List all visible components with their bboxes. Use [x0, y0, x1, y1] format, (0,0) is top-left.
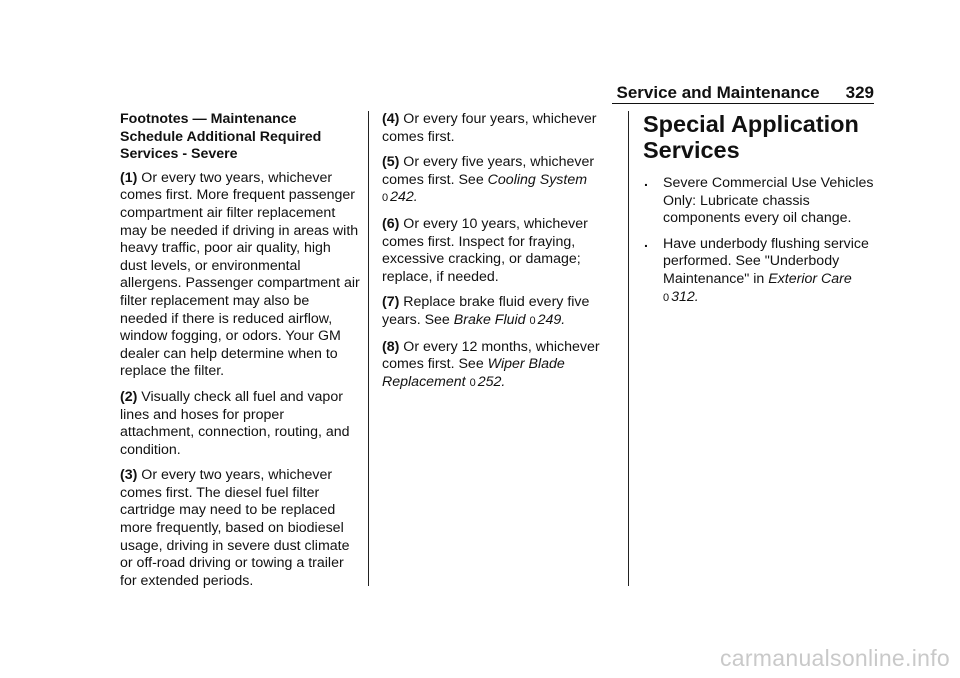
bullet-icon: . [644, 174, 648, 190]
footnote-text: Or every two years, whichever comes first. More frequent passenger compartment air filter replacement may be needed if driving in areas with heavy traffic, poor air quality, high dust levels, or environmental allergens. Passenger compartment air filter replacement may also be needed if there is reduced airflow, window fogging, or odors. Your GM dealer can help determine when to replace the filter. [120, 169, 360, 380]
list-item [643, 175, 879, 228]
page-ref-number[interactable]: 242. [390, 189, 418, 206]
header-title: Service and Maintenance [616, 83, 820, 102]
footnote-number: (3) [120, 467, 138, 484]
exterior-care-link[interactable]: Exterior Care [768, 270, 852, 287]
footnote-text: Or every 12 months, whichever comes first. See [382, 338, 600, 373]
column-1 [120, 111, 360, 598]
footnote-text: Or every four years, whichever comes first. [382, 111, 597, 145]
footnote-3 [120, 467, 360, 590]
column-divider [368, 111, 369, 586]
footnote-number: (7) [382, 294, 400, 311]
footnote-7 [382, 294, 614, 330]
bullet-icon: . [644, 234, 648, 251]
footnote-number: (1) [120, 169, 138, 186]
footnote-number: (2) [120, 388, 138, 405]
page-number: 329 [845, 83, 874, 102]
footnote-text: Or every two years, whichever comes first. The diesel fuel filter cartridge may need to be replaced more frequently, based on biodiesel usage, driving in severe dust climate or off-road driving or towing a trailer for extended periods. [120, 467, 350, 589]
column-2 [382, 111, 614, 400]
page-ref-icon: 0 [663, 291, 670, 304]
footnote-number: (8) [382, 338, 400, 355]
watermark: carmanualsonline.info [719, 645, 950, 671]
page-ref-icon: 0 [382, 192, 389, 205]
page-ref-number[interactable]: 312. [671, 288, 699, 305]
column-3 [643, 111, 879, 315]
footnote-text: Or every five years, whichever comes first. See [382, 154, 595, 188]
footnote-text: Visually check all fuel and vapor lines and hoses for proper attachment, connection, routing, and condition. [120, 388, 350, 458]
wiper-blade-link[interactable]: Wiper Blade Replacement [382, 356, 565, 390]
brake-fluid-link[interactable]: Brake Fluid [453, 311, 526, 328]
footnote-6 [382, 216, 614, 286]
cooling-system-link[interactable]: Cooling System [487, 171, 588, 188]
footnote-2 [120, 389, 360, 459]
footnote-number: (6) [382, 215, 400, 232]
footnotes-heading: Footnotes — Maintenance Schedule Additional Required Services - Severe [120, 111, 322, 163]
services-list [643, 175, 879, 307]
footnote-5 [382, 154, 614, 208]
footnote-1 [120, 170, 360, 381]
footnote-text: Replace brake fluid every five years. See [382, 294, 590, 328]
page-header [616, 83, 874, 103]
list-item-text: Have underbody flushing service performed. See "Underbody Maintenance" in [663, 235, 869, 287]
section-title: Special Application Services [643, 111, 859, 163]
header-rule [612, 103, 874, 104]
footnote-8 [382, 339, 614, 393]
footnote-4 [382, 111, 614, 146]
page-ref-number[interactable]: 249. [537, 311, 566, 328]
footnote-text: Or every 10 years, whichever comes first. Inspect for fraying, excessive cracking, or damage; replace, if needed. [382, 215, 588, 285]
page-ref-icon: 0 [529, 314, 536, 327]
column-divider [628, 111, 629, 586]
page-ref-number[interactable]: 252. [477, 373, 506, 390]
footnote-number: (4) [382, 111, 400, 127]
page-ref-icon: 0 [469, 376, 476, 389]
footnote-number: (5) [382, 154, 400, 171]
list-item [643, 236, 879, 307]
list-item-text: Severe Commercial Use Vehicles Only: Lubricate chassis components every oil change. [663, 175, 874, 227]
